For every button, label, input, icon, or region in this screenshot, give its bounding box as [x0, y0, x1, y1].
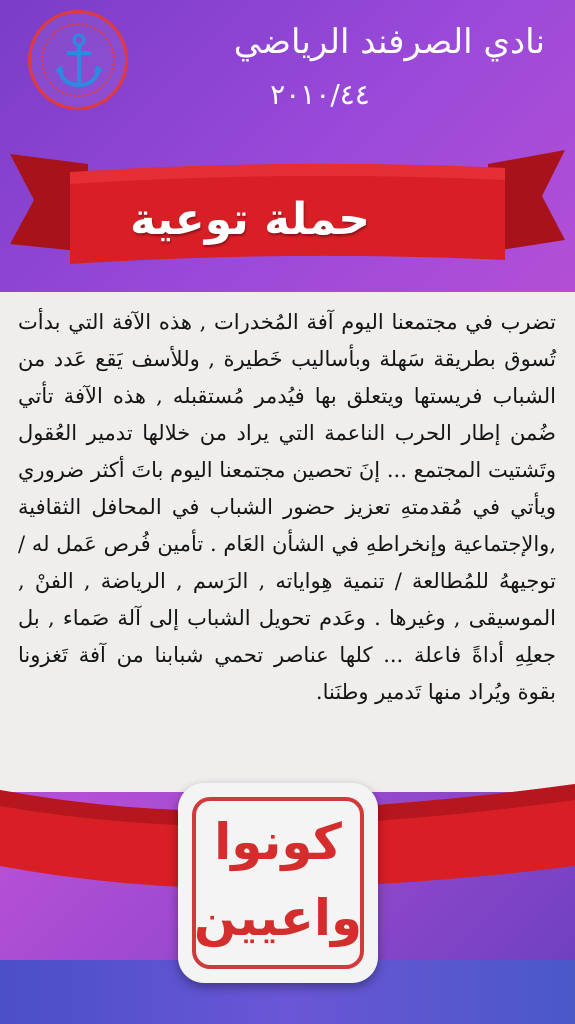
campaign-title: حملة توعية [130, 194, 370, 245]
slogan-line-1: كونوا [214, 813, 342, 871]
anchor-icon [55, 33, 103, 91]
slogan-card [178, 783, 378, 983]
club-name: نادي الصرفند الرياضي [233, 22, 545, 62]
club-registration-number: ٢٠١٠/٤٤ [270, 78, 370, 111]
club-logo [28, 10, 128, 110]
awareness-paragraph: تضرب في مجتمعنا اليوم آفة المُخدرات , هذه الآفة التي بدأت تُسوق بطريقة سَهلة وبأساليب خَطيرة , وللأسف يَقع عَدد من الشباب فريستها ويتعلق بها فيُدمر مُستقبله , هذه الآفة تأتي ضُمن إطار الحرب الناعمة التي يراد من خلالها تدمير العُقول وتَشتيت المجتمع ... إنَ تحصين مجتمعنا اليوم باتَ أكثر ضروري ويأتي في مُقدمتهِ تعزيز حضور الشباب في المحافل الثقافية ,والإجتماعية وإنخراطهِ في الشأن العَام . تأمين فُرص عَمل له / توجيههُ للمُطالعة / تنمية هِواياته , الرَسم , الرياضة , الفنْ , الموسيقى , وغيرها . وعَدم تحويل الشباب إلى آلة صَماء , بل جعلِهِ أداةً فاعلة ... كلها عناصر تحمي شبابنا من آفة تَغزونا بقوة ويُراد منها تَدمير وطنَنا. [18, 310, 556, 704]
slogan-line-2: واعيين [193, 889, 363, 947]
